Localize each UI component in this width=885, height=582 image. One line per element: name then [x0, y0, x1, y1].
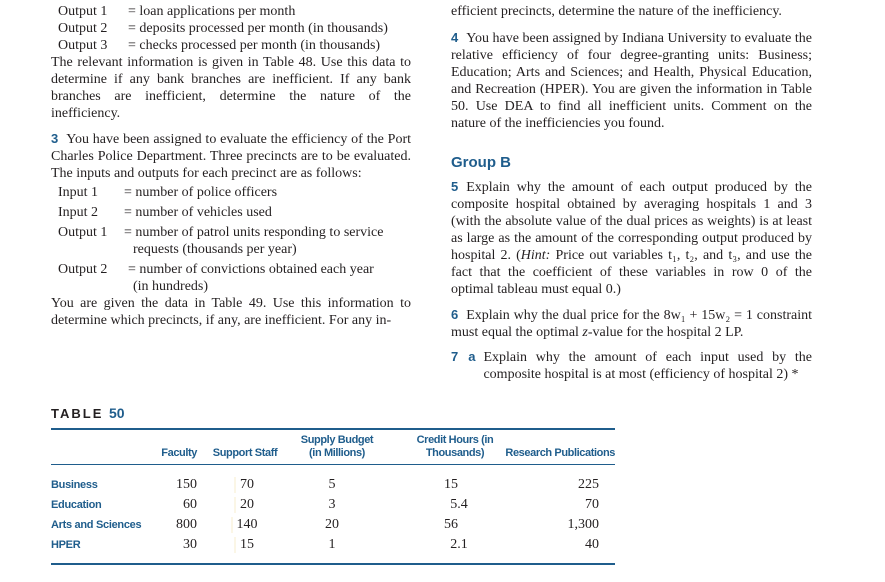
row-label: Education [51, 499, 102, 511]
data-table [51, 430, 615, 462]
continued-line: efficient precincts, determine the nature of the inefficiency. [451, 4, 782, 19]
table-cell: 40 [585, 537, 599, 552]
row-label: HPER [51, 539, 81, 551]
table-header-row [51, 430, 615, 462]
definition-continuation: requests (thousands per year) [133, 242, 297, 257]
table-50 [51, 428, 615, 565]
problem-3: 3 You have been assigned to evaluate the efficiency of the Port Charles Police Department. Three precincts are to be evaluated. The inputs and outputs for each precinct are as follows: [51, 131, 411, 181]
column-header: Support Staff [212, 447, 278, 459]
table-cell: 20 [199, 495, 289, 515]
definition-patrol-output: Output 1 = number of patrol units responding to service [58, 225, 384, 240]
definition-output-3: Output 3 = checks processed per month (in thousands) [58, 38, 381, 53]
table-cell: 5 [328, 477, 336, 492]
table-cell: 15 [199, 535, 289, 563]
table-cell: 56 [444, 517, 458, 532]
table-cell: 30 [183, 537, 197, 552]
problem-number: 7 [451, 349, 459, 364]
left-column [51, 0, 411, 329]
table-bottom-rule [51, 563, 615, 565]
problem-number: 6 [451, 307, 459, 322]
definition-input-2: Input 2 = number of vehicles used [58, 205, 272, 220]
table-cell: 60 [183, 497, 197, 512]
definition-output-2: Output 2 = deposits processed per month (in thousands) [58, 21, 388, 36]
precinct-paragraph: You are given the data in Table 49. Use this information to determine which precincts, if any, are inefficient. For any in- [51, 296, 411, 328]
row-label: Arts and Sciences [51, 519, 142, 531]
row-label: Business [51, 479, 98, 491]
table-cell: 140 [199, 515, 289, 535]
group-b-heading: Group B [451, 154, 511, 171]
table-cell: 70 [199, 465, 289, 495]
table-cell: 5.4 [450, 497, 468, 512]
column-header: Research Publications [505, 447, 615, 459]
column-header [51, 430, 151, 462]
problem-4: 4 You have been assigned by Indiana University to evaluate the relative efficiency of four degree-granting units: Business; Education; Arts and Sciences; and Health, Physical Education, and Recreation (HPER). You are given the information in Table 50. Use DEA to find all inefficient units. Comment on the nature of the inefficiencies you found. [451, 30, 812, 131]
problem-number: 5 [451, 179, 459, 194]
right-column [451, 0, 812, 383]
table-cell: 3 [328, 497, 336, 512]
table-row [51, 515, 615, 535]
problem-5: 5 Explain why the amount of each output produced by the composite hospital obtained by averaging hospitals 1 and 3 (with the absolute value of the dual prices as weights) is at least as large as the amount of the corresponding output produced by hospital 2. (Hint: Price out variables t₁, t₂, and t₃, and use the fact that the coefficient of these variables in row 0 of the optimal tableau must equal 0.) [451, 179, 812, 297]
table-title: TABLE 50 [51, 405, 125, 421]
table-cell: 1,300 [567, 517, 599, 532]
column-header: Faculty [161, 447, 197, 459]
column-header: Credit Hours (in Thousands) [416, 434, 494, 459]
definition-convictions-output: Output 2 = number of convictions obtained each year [58, 262, 374, 277]
definition-output-1: Output 1 = loan applications per month [58, 4, 296, 19]
definition-continuation: (in hundreds) [133, 279, 209, 294]
definition-input-1: Input 1 = number of police officers [58, 185, 278, 200]
table-row [51, 465, 615, 495]
bank-paragraph: The relevant information is given in Table 48. Use this data to determine if any bank branches are inefficient. If any bank branches are inefficient, determine the nature of the inefficiency. [51, 55, 411, 121]
column-header: Supply Budget (in Millions) [300, 434, 374, 459]
table-cell: 800 [176, 517, 197, 532]
table-cell: 15 [444, 477, 458, 492]
problem-number: 4 [451, 30, 459, 45]
problem-part: a [468, 349, 476, 364]
table-cell: 2.1 [450, 537, 468, 552]
table-cell: 70 [585, 497, 599, 512]
table-cell: 150 [176, 477, 197, 492]
table-cell: 225 [578, 477, 599, 492]
problem-6: 6 Explain why the dual price for the 8w₁ + 15w₂ = 1 constraint must equal the optimal z-value for the hospital 2 LP. [451, 307, 812, 340]
data-table-body [51, 465, 615, 563]
table-row [51, 495, 615, 515]
problem-7: 7 a Explain why the amount of each input used by the composite hospital is at most (efficiency of hospital 2) * [451, 349, 812, 382]
table-cell: 20 [325, 517, 339, 532]
table-row [51, 535, 615, 563]
table-cell: 1 [328, 537, 336, 552]
problem-number: 3 [51, 131, 59, 146]
